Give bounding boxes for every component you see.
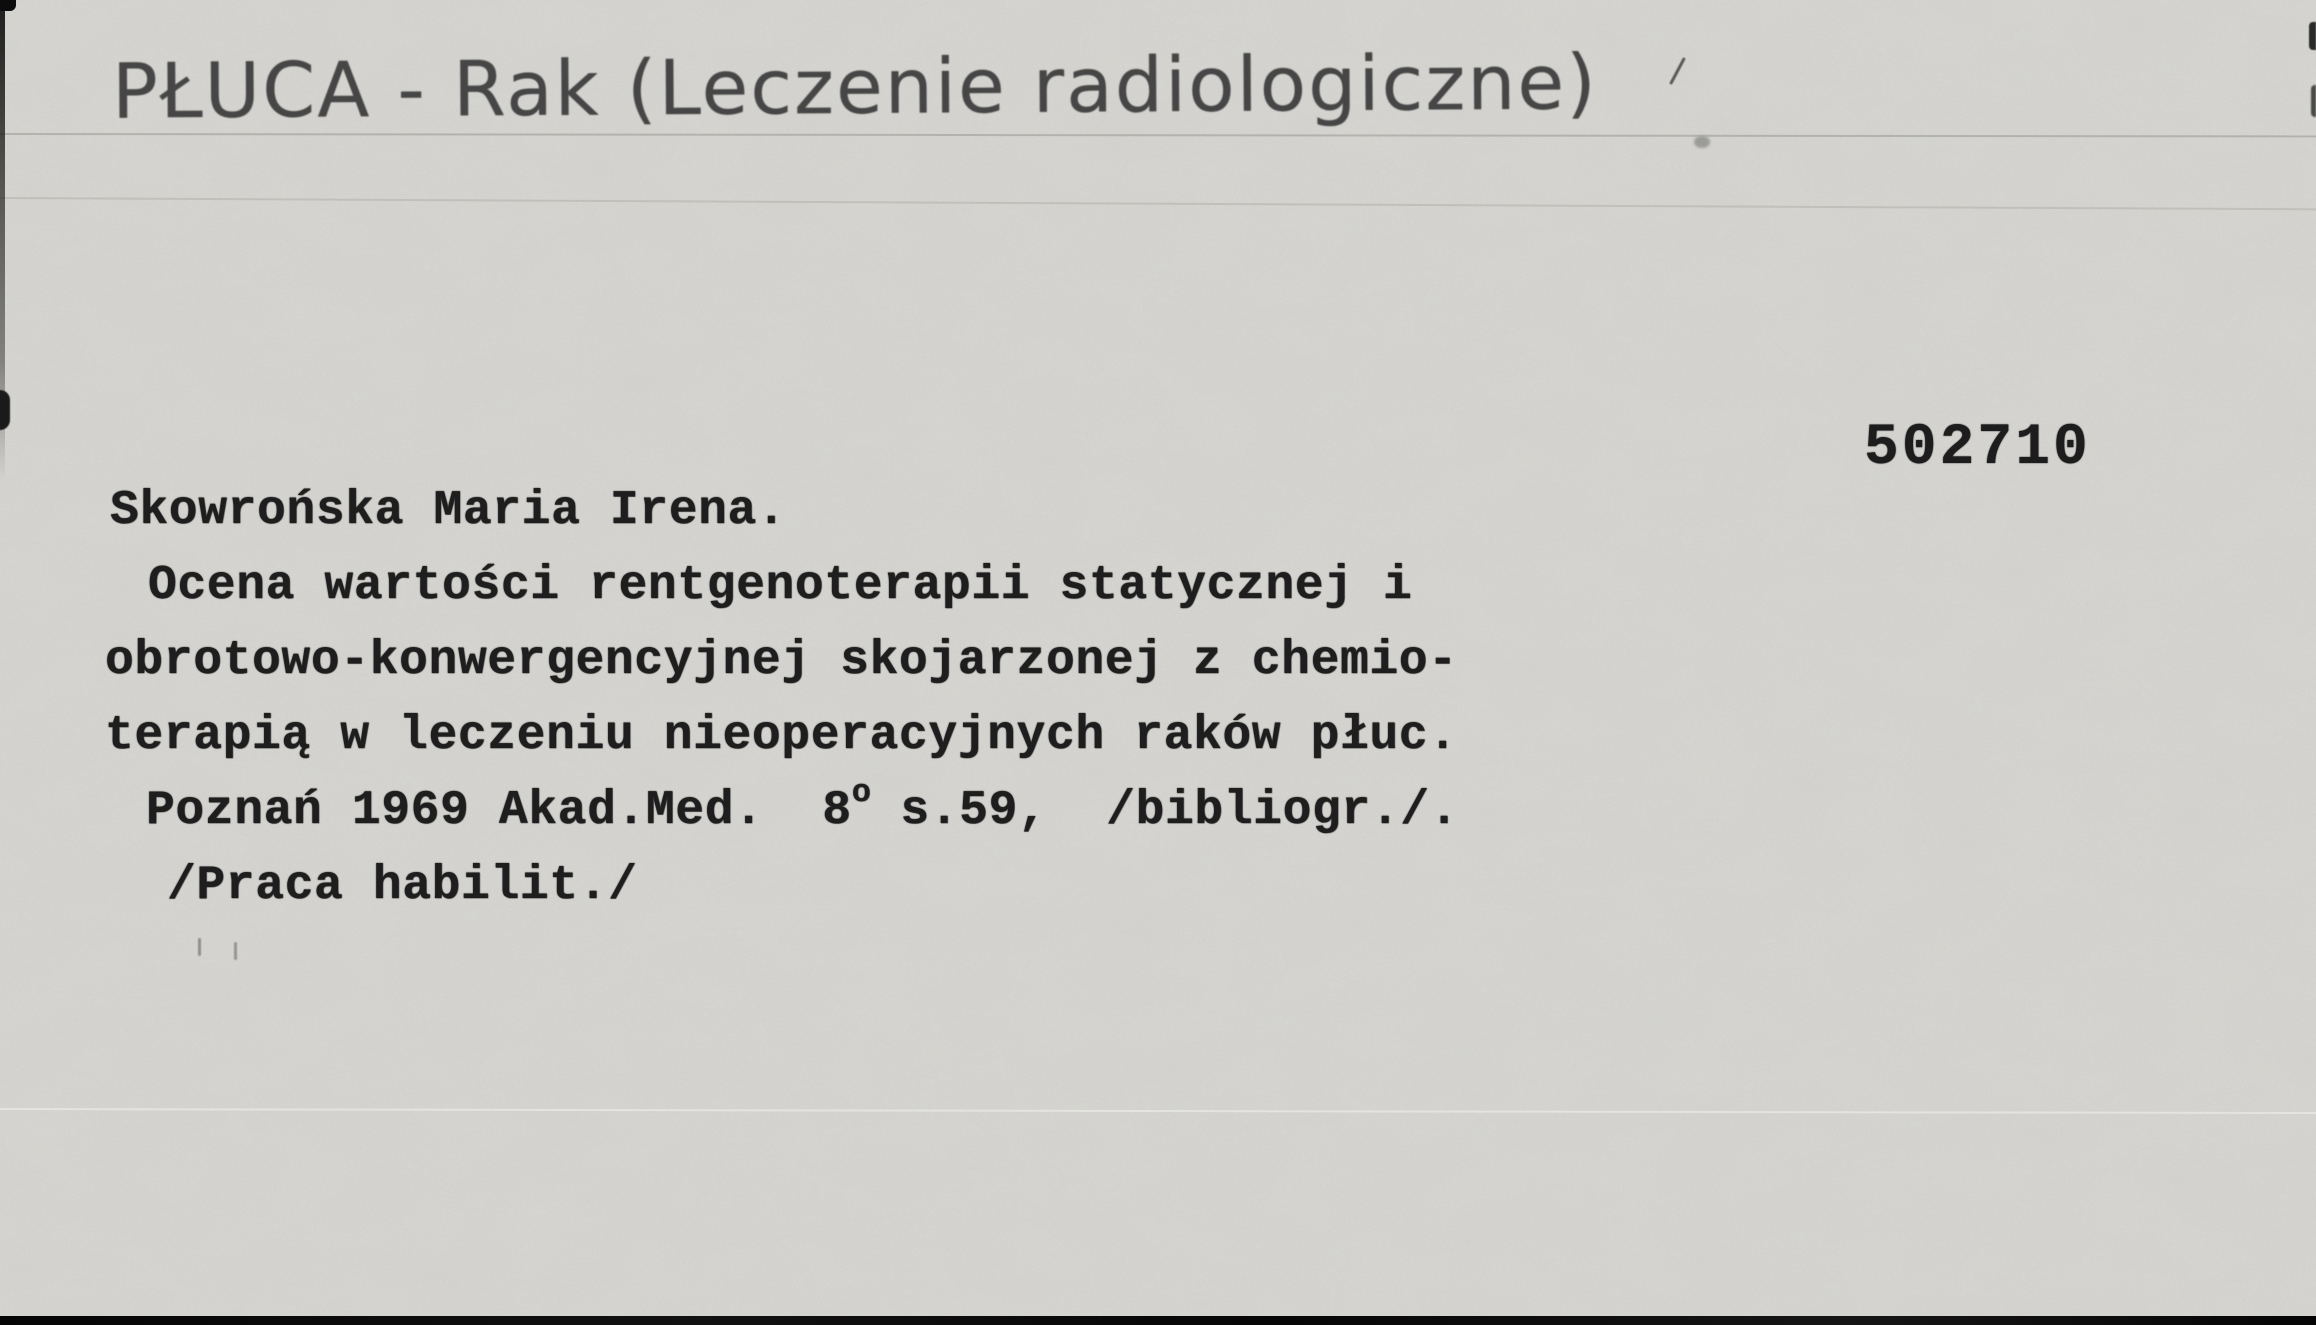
format-superscript: o [851,774,871,811]
thesis-note-line: /Praca habilit./ [167,859,638,913]
smudge-dot [1694,136,1710,148]
title-line-3: terapią w leczeniu nieoperacyjnych raków płuc. [105,709,1458,763]
imprint-text-end: s.59, /bibliogr./. [870,784,1460,838]
scan-edge-top-left-corner [0,0,16,11]
imprint-text-start: Poznań 1969 Akad.Med. 8 [146,784,852,838]
scan-notch-right-lower [2311,85,2316,117]
faint-pen-flecks [198,938,201,956]
pen-tick-mark [1669,57,1686,85]
subject-heading: PŁUCA - Rak (Leczenie radiologiczne) [111,37,1599,136]
title-line-1: Ocena wartości rentgenoterapii statycznej i [148,559,1413,613]
catalog-number: 502710 [1864,416,2091,481]
author-line: Skowrońska Maria Irena. [110,484,787,538]
ruled-line-second [0,197,2316,210]
pressed-line-lower [0,1108,2316,1114]
title-line-2: obrotowo-konwergencyjnej skojarzonej z chemio- [105,634,1458,688]
scan-notch-right-upper [2309,22,2316,50]
scan-artifact-blob-left [0,390,10,430]
imprint-line [146,774,1460,838]
scan-edge-bottom [0,1316,2316,1325]
